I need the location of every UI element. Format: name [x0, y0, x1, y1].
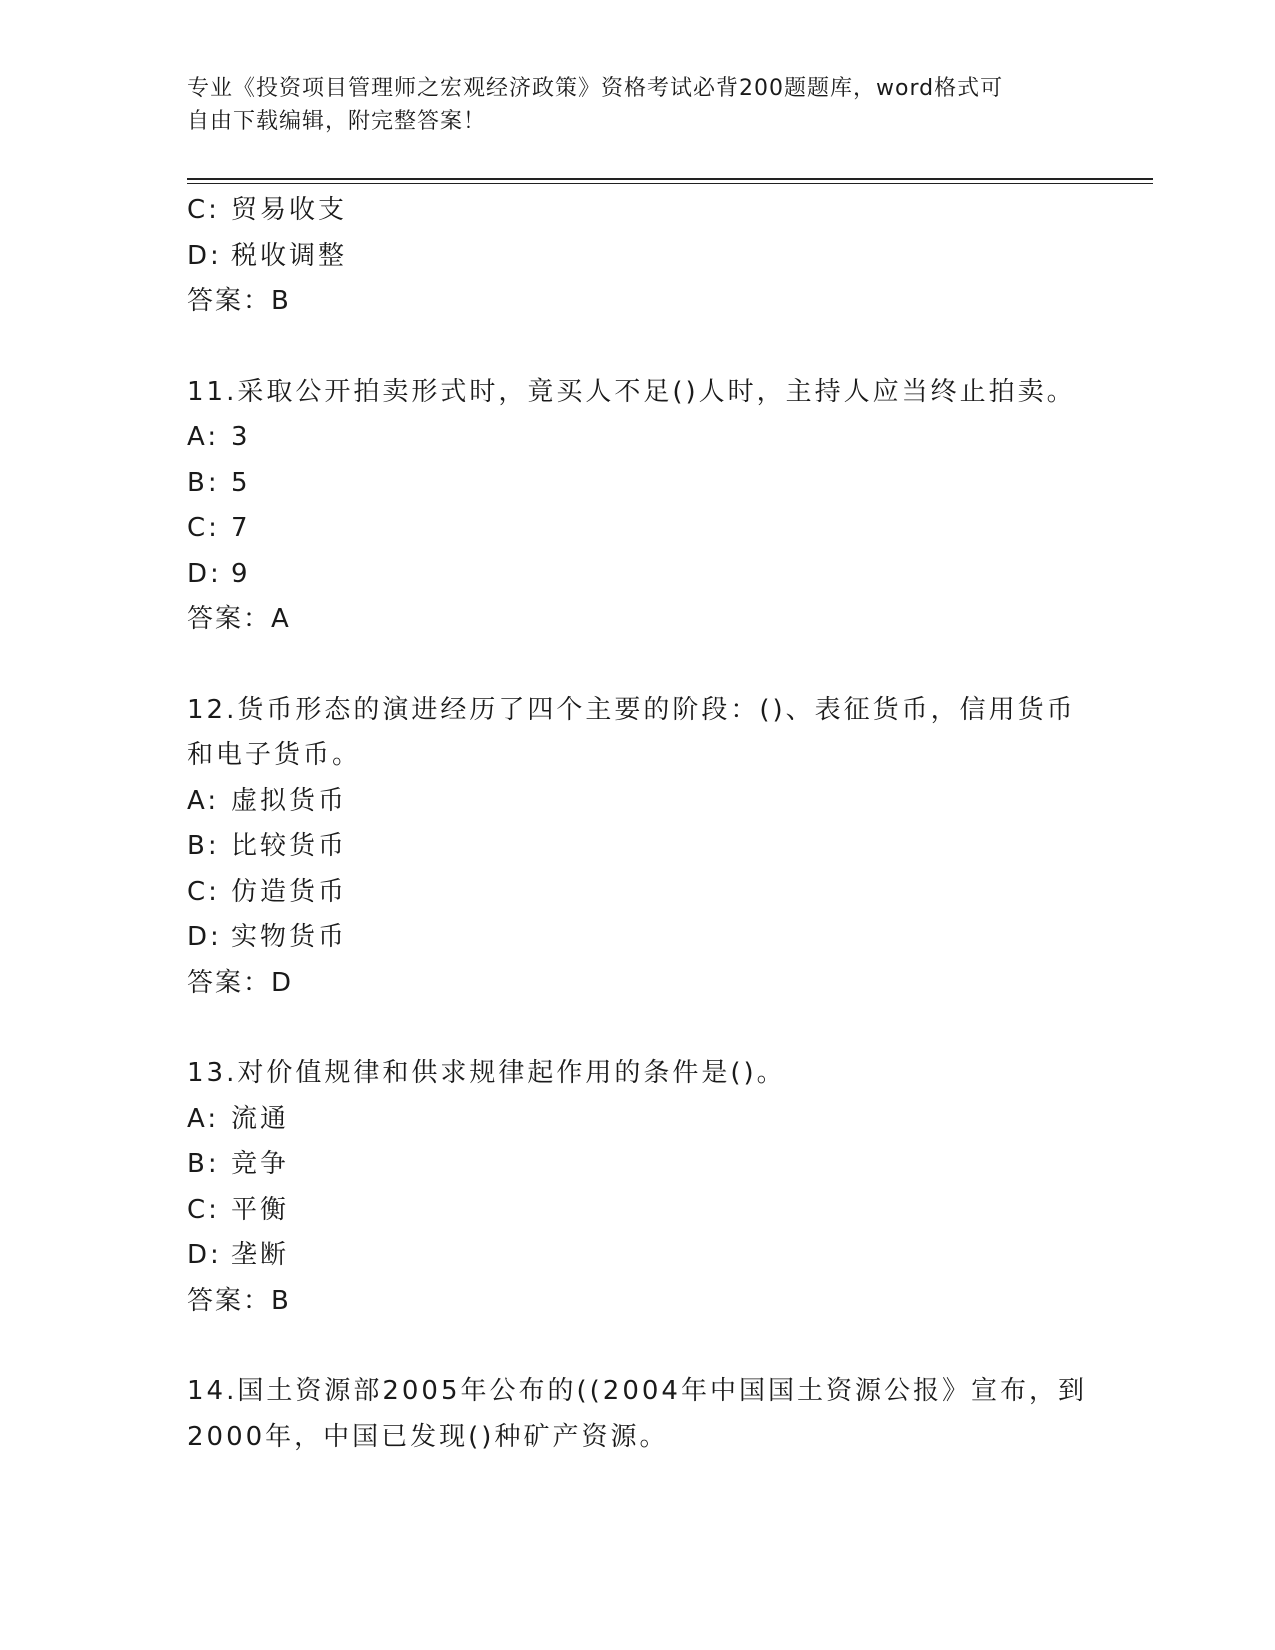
option-text: 平衡: [231, 1194, 290, 1225]
question-text: 11.采取公开拍卖形式时，竟买人不足()人时，主持人应当终止拍卖。: [187, 376, 1076, 407]
question-13: [187, 1051, 1087, 1324]
option-c: [187, 870, 1087, 916]
question-11: [187, 370, 1087, 643]
option-text: 虚拟货币: [231, 785, 348, 816]
option-label: B:: [187, 831, 220, 861]
option-label: D:: [187, 558, 222, 589]
option-d: [187, 234, 1087, 280]
header-divider-thin: [187, 183, 1153, 184]
document-header: [187, 72, 1067, 138]
option-text: 比较货币: [231, 831, 348, 861]
question-14: [187, 1369, 1087, 1460]
header-line-2: 自由下载编辑，附完整答案！: [187, 109, 487, 134]
option-text: 9: [231, 558, 251, 589]
option-text: 垄断: [231, 1240, 290, 1270]
option-d: [187, 915, 1087, 961]
option-text: 5: [231, 467, 251, 498]
option-a: [187, 779, 1087, 825]
option-b: [187, 824, 1087, 870]
option-label: B:: [187, 467, 220, 498]
option-d: [187, 1233, 1087, 1279]
option-b: [187, 461, 1087, 507]
option-label: A:: [187, 1103, 220, 1134]
option-a: [187, 1097, 1087, 1143]
option-label: C:: [187, 1194, 220, 1225]
question-text: 12.货币形态的演进经历了四个主要的阶段：()、表征货币，信用货币: [187, 694, 1076, 725]
question-text: 13.对价值规律和供求规律起作用的条件是()。: [187, 1058, 786, 1088]
option-text: 贸易收支: [231, 195, 348, 225]
option-c: [187, 506, 1087, 552]
option-label: D:: [187, 1240, 222, 1270]
answer-line: 答案：B: [187, 286, 291, 316]
header-line-1: 专业《投资项目管理师之宏观经济政策》资格考试必背200题题库，word格式可: [187, 76, 1004, 101]
question-text-continued: 2000年，中国已发现()种矿产资源。: [187, 1421, 669, 1452]
option-label: C:: [187, 876, 220, 907]
answer-line: 答案：B: [187, 1285, 291, 1316]
option-d: [187, 552, 1087, 598]
option-text: 竞争: [231, 1149, 290, 1179]
option-text: 7: [231, 513, 251, 543]
answer-line: 答案：D: [187, 967, 294, 998]
document-body: [187, 188, 1087, 1460]
option-b: [187, 1142, 1087, 1188]
question-text: 14.国土资源部2005年公布的((2004年中国国土资源公报》宣布，到: [187, 1376, 1087, 1406]
option-text: 3: [231, 422, 251, 452]
option-label: C:: [187, 195, 220, 225]
option-c: [187, 188, 1087, 234]
option-label: B:: [187, 1149, 220, 1179]
question-12: [187, 688, 1087, 1007]
option-a: [187, 415, 1087, 461]
option-text: 实物货币: [231, 922, 348, 952]
option-label: A:: [187, 785, 220, 816]
question-10-tail: [187, 188, 1087, 325]
option-text: 仿造货币: [231, 876, 348, 907]
option-label: D:: [187, 922, 222, 952]
option-label: A:: [187, 422, 220, 452]
option-c: [187, 1188, 1087, 1234]
answer-line: 答案：A: [187, 604, 291, 634]
option-text: 税收调整: [231, 240, 348, 271]
option-text: 流通: [231, 1103, 290, 1134]
question-text-continued: 和电子货币。: [187, 740, 362, 770]
option-label: D:: [187, 240, 222, 271]
option-label: C:: [187, 513, 220, 543]
header-divider-thick: [187, 178, 1153, 180]
